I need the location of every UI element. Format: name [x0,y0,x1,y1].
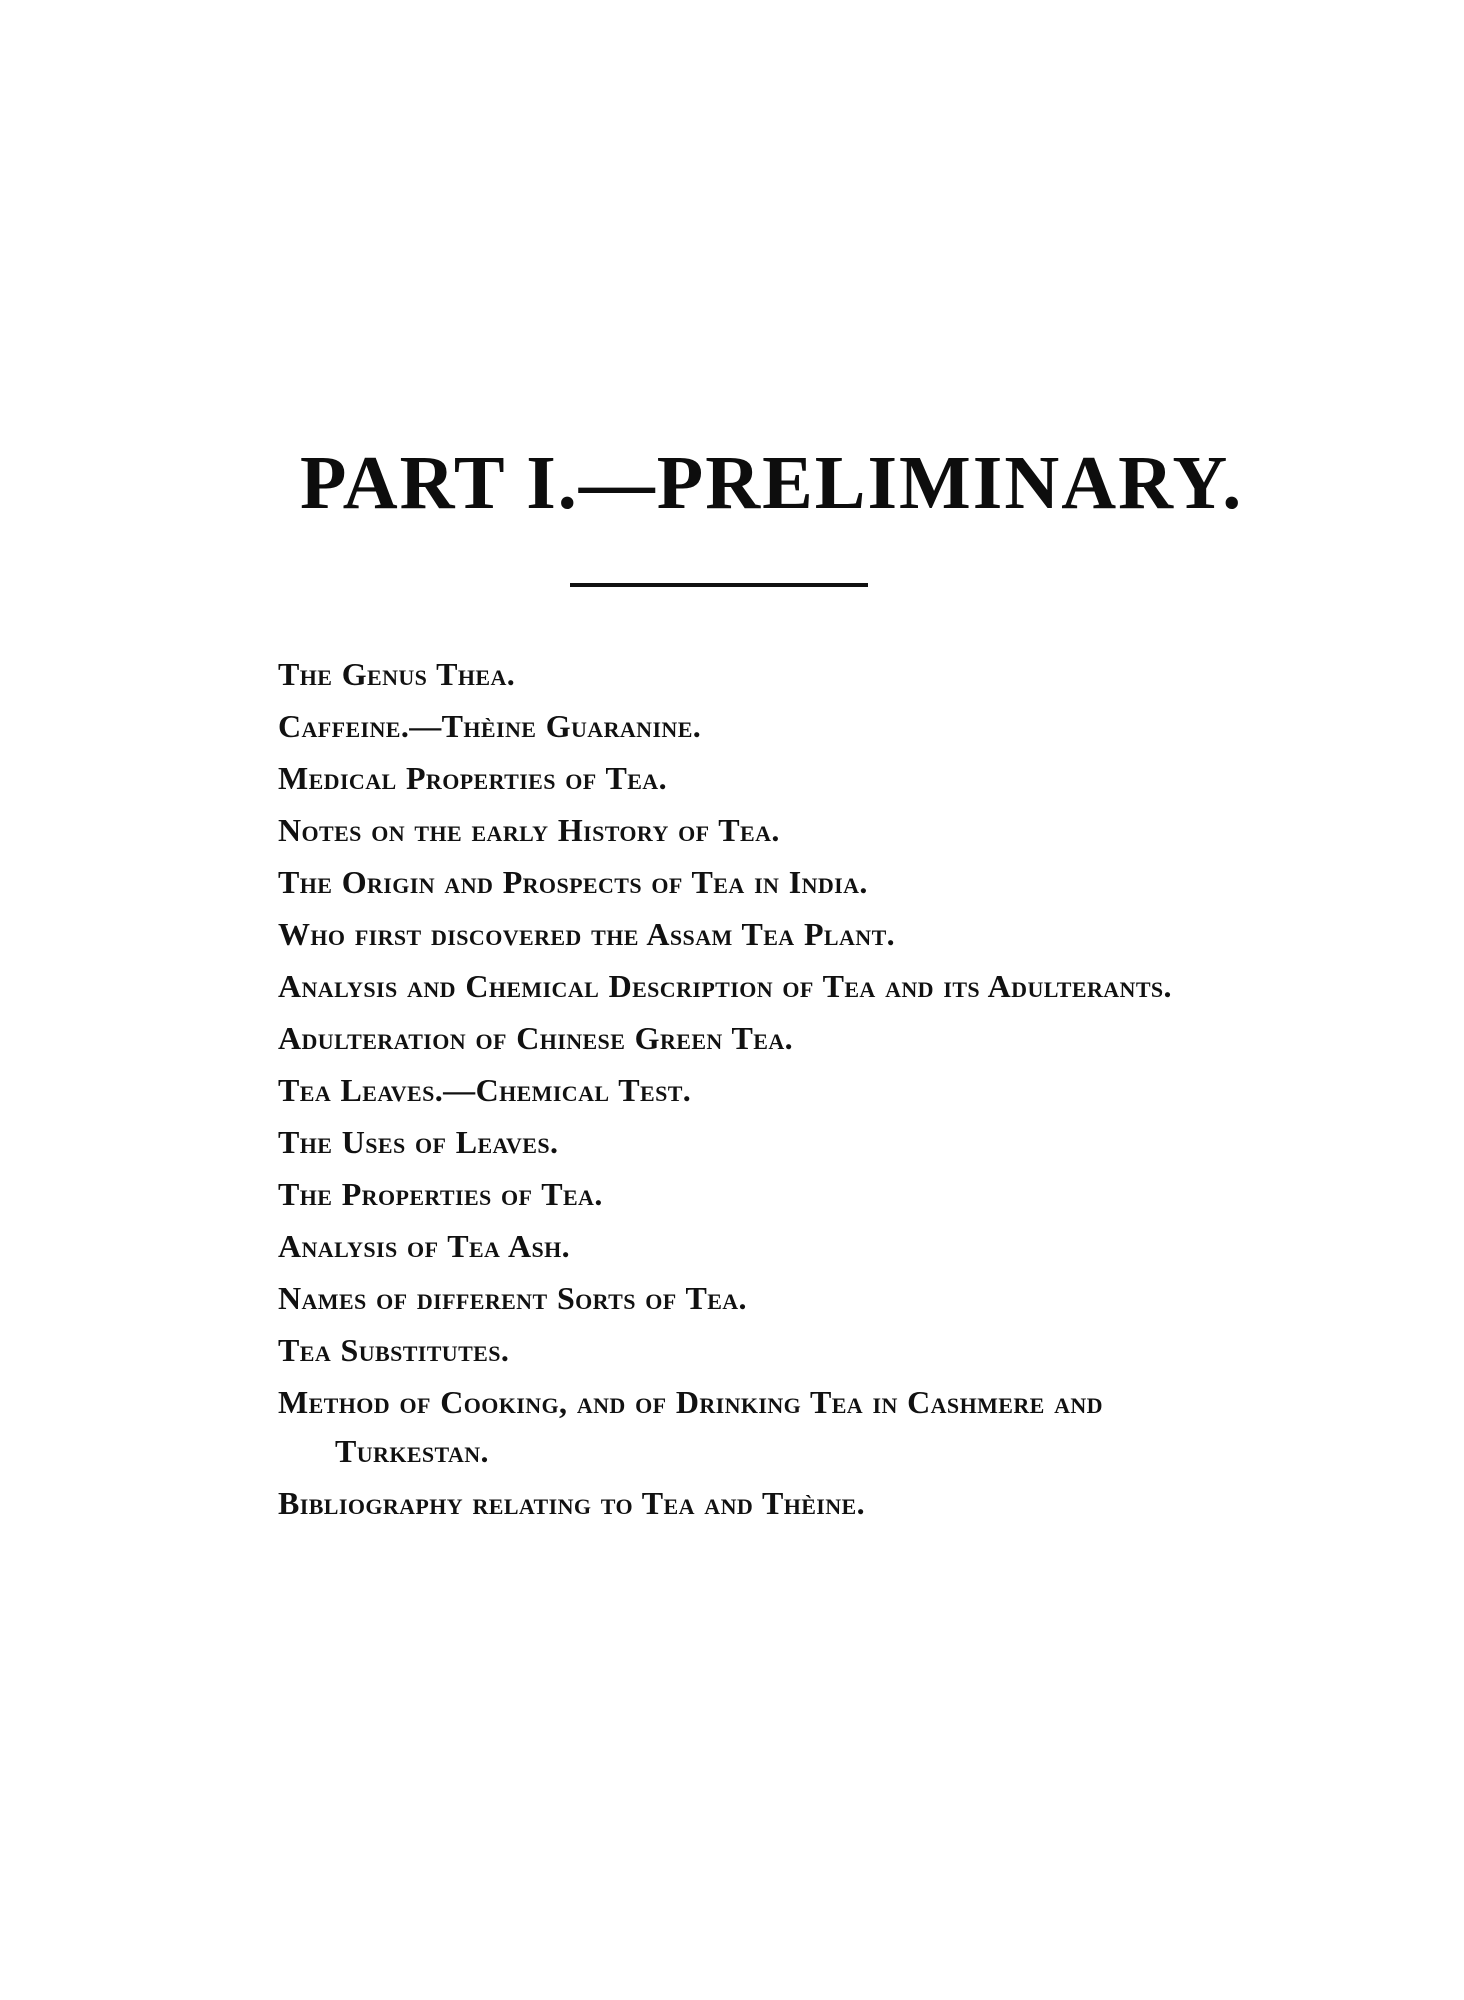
contents-entry: Tea Substitutes. [278,1332,510,1368]
contents-entry: Analysis of Tea Ash. [278,1228,571,1264]
contents-entry: The Origin and Prospects of Tea in India. [278,864,868,900]
contents-entry: Tea Leaves.—Chemical Test. [278,1072,692,1108]
contents-entry: Medical Properties of Tea. [278,760,667,796]
contents-entry: Who first discovered the Assam Tea Plant. [278,916,896,952]
contents-entry: Adulteration of Chinese Green Tea. [278,1020,794,1056]
contents-entry: The Genus Thea. [278,656,516,692]
contents-entry: Caffeine.—Thèine Guaranine. [278,708,702,744]
contents-entry: Names of different Sorts of Tea. [278,1280,747,1316]
contents-entry: Analysis and Chemical Description of Tea and its Adulterants. [278,968,1172,1004]
section-title: PART I.—PRELIMINARY. [300,441,1244,525]
contents-entry: Bibliography relating to Tea and Thèine. [278,1485,866,1521]
contents-entry: Method of Cooking, and of Drinking Tea in Cashmere and Turkestan. [278,1384,1103,1469]
contents-list [278,650,1238,1531]
contents-entry: Notes on the early History of Tea. [278,812,780,848]
contents-entry: The Uses of Leaves. [278,1124,559,1160]
title-rule [570,583,868,587]
contents-entry: The Properties of Tea. [278,1176,603,1212]
